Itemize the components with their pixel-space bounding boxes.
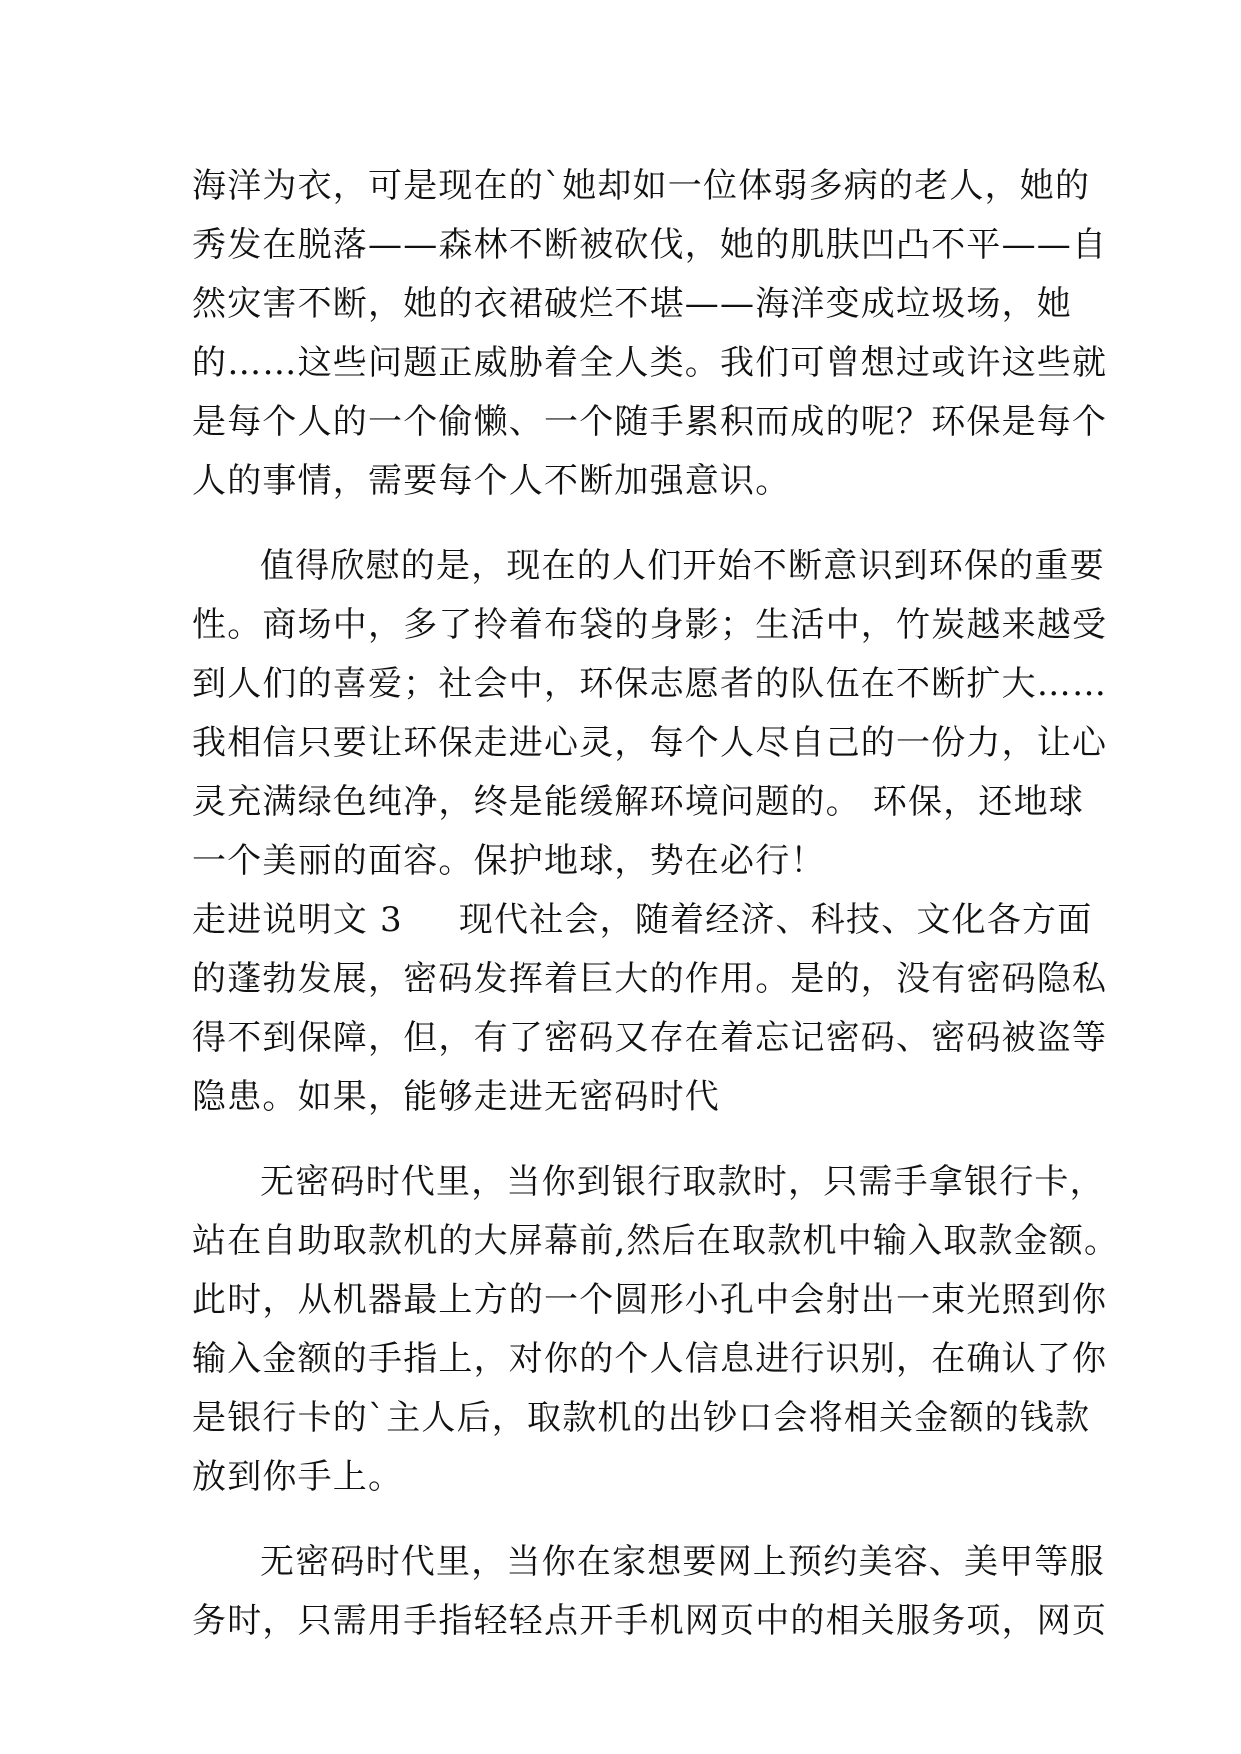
- text-line: 值得欣慰的是，现在的人们开始不断意识到环保的重要: [260, 546, 1105, 586]
- paragraph-explanatory-text-three: [192, 891, 1108, 1127]
- text-line: 放到你手上。: [192, 1457, 404, 1497]
- paragraph-gap: [192, 511, 1052, 537]
- text-line: 一个美丽的面容。保护地球，势在必行！: [192, 841, 826, 881]
- text-line: 的蓬勃发展，密码发挥着巨大的作用。是的，没有密码隐私: [192, 959, 1108, 999]
- text-line: 是每个人的一个偷懒、一个随手累积而成的呢？环保是每个: [192, 402, 1108, 442]
- text-line: 是银行卡的`主人后，取款机的出钞口会将相关金额的钱款: [192, 1398, 1091, 1438]
- text-line: 输入金额的手指上，对你的个人信息进行识别，在确认了你: [192, 1339, 1108, 1379]
- title-line: [192, 891, 1093, 950]
- text-line: 人的事情，需要每个人不断加强意识。: [192, 461, 791, 501]
- paragraph-environment-hope: [192, 537, 1108, 891]
- text-line: 然灾害不断，她的衣裙破烂不堪——海洋变成垃圾场，她: [192, 284, 1072, 324]
- section-title: 走进说明文 3: [192, 900, 403, 940]
- document-body: [192, 157, 1120, 1651]
- text-line: 秀发在脱落——森林不断被砍伐，她的肌肤凹凸不平——自: [192, 225, 1108, 265]
- text-line: 隐患。如果，能够走进无密码时代: [192, 1077, 720, 1117]
- text-line: 性。商场中，多了拎着布袋的身影；生活中，竹炭越来越受: [192, 605, 1108, 645]
- text-line: 无密码时代里，当你到银行取款时，只需手拿银行卡，: [260, 1162, 1105, 1202]
- text-line: 我相信只要让环保走进心灵，每个人尽自己的一份力，让心: [192, 723, 1108, 763]
- text-line: 站在自助取款机的大屏幕前,然后在取款机中输入取款金额。: [192, 1221, 1120, 1261]
- paragraph-password-free-online: [192, 1533, 1108, 1651]
- paragraph-password-free-bank: [192, 1153, 1120, 1507]
- text-line: 海洋为衣，可是现在的`她却如一位体弱多病的老人，她的: [192, 166, 1091, 206]
- text-line: 无密码时代里，当你在家想要网上预约美容、美甲等服: [260, 1542, 1105, 1582]
- text-line: 的……这些问题正威胁着全人类。我们可曾想过或许这些就: [192, 343, 1108, 383]
- text-line: 务时，只需用手指轻轻点开手机网页中的相关服务项，网页: [192, 1601, 1108, 1641]
- text-line: 灵充满绿色纯净，终是能缓解环境问题的。 环保，还地球: [192, 782, 1085, 822]
- first-line-text: 现代社会，随着经济、科技、文化各方面: [458, 900, 1093, 940]
- text-line: 此时，从机器最上方的一个圆形小孔中会射出一束光照到你: [192, 1280, 1108, 1320]
- text-line: 得不到保障，但，有了密码又存在着忘记密码、密码被盗等: [192, 1018, 1108, 1058]
- paragraph-gap: [192, 1507, 1052, 1533]
- text-line: 到人们的喜爱；社会中，环保志愿者的队伍在不断扩大……: [192, 664, 1108, 704]
- paragraph-environment-problems: [192, 157, 1108, 511]
- paragraph-gap: [192, 1127, 1052, 1153]
